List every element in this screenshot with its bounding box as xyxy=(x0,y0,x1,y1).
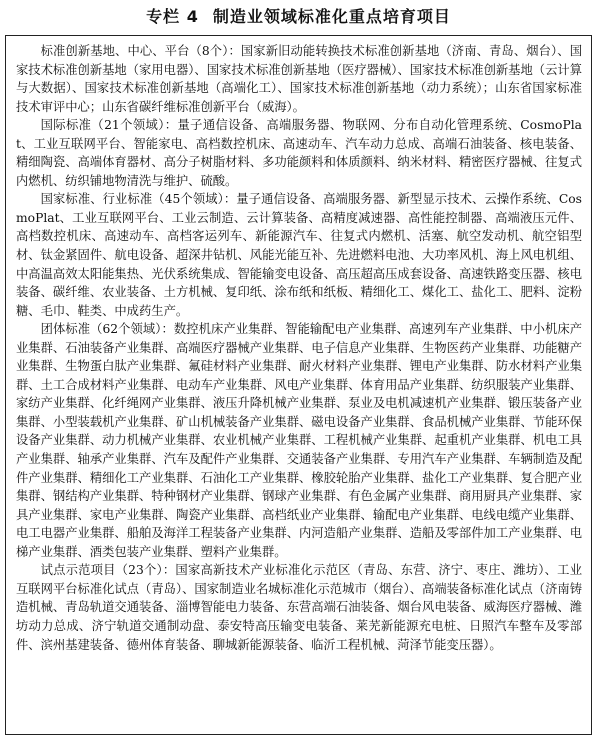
column-title xyxy=(0,6,597,28)
column-heading: 制造业领域标准化重点培育项目 xyxy=(212,7,451,26)
paragraph-innovation-bases: 标准创新基地、中心、平台（8个）：国家新旧动能转换技术标准创新基地（济南、青岛、烟台）、国家技术标准创新基地（家用电器）、国家技术标准创新基地（医疗器械）、国家技术标准创新基地（云计算与大数据）、国家技术标准创新基地（高端化工）、国家技术标准创新基地（动力系统）；山东省国家标准技术审评中心；山东省碳纤维标准创新平台（威海）。 xyxy=(16,44,582,114)
column-label: 专栏 4 xyxy=(146,7,199,26)
paragraph-international-standards: 国际标准（21个领域）：量子通信设备、高端服务器、物联网、分布自动化管理系统、CosmoPlat、工业互联网平台、智能家电、高档数控机床、高速动车、汽车动力总成、高端石油装备、核电装备、精细陶瓷、高端体育器材、高分子树脂材料、多功能颜料和体质颜料、纳米材料、精密医疗器械、往复式内燃机、纺织铺地物清洗与维护、硫酸。 xyxy=(16,118,582,188)
paragraph-national-industry-standards: 国家标准、行业标准（45个领域）：量子通信设备、高端服务器、新型显示技术、云操作系统、CosmoPlat、工业互联网平台、工业云制造、云计算装备、高精度减速器、高性能控制器、高端液压元件、高档数控机床、高速动车、高档客运列车、新能源汽车、往复式内燃机、活塞、航空发动机、航空铝型材、钛金紧固件、航电设备、超深井钻机、风能光能互补、先进燃料电池、大功率风机、海上风电机组、中高温高效太阳能集热、光伏系统集成、智能输变电设备、高压超高压成套设备、高速铁路变压器、核电装备、碳纤维、农业装备、土方机械、复印纸、涂布纸和纸板、精细化工、煤化工、盐化工、肥料、淀粉糖、毛巾、鞋类、中成药生产。 xyxy=(16,192,582,318)
content-box xyxy=(5,35,592,735)
paragraph-group-standards: 团体标准（62个领域）：数控机床产业集群、智能输配电产业集群、高速列车产业集群、中小机床产业集群、石油装备产业集群、高端医疗器械产业集群、电子信息产业集群、生物医药产业集群、功能糖产业集群、生物蛋白肽产业集群、氟硅材料产业集群、耐火材料产业集群、锂电产业集群、防水材料产业集群、土工合成材料产业集群、电动车产业集群、风电产业集群、体育用品产业集群、纺织服装产业集群、家纺产业集群、化纤绳网产业集群、液压升降机械产业集群、泵业及电机减速机产业集群、锻压装备产业集群、小型装载机产业集群、矿山机械装备产业集群、磁电设备产业集群、食品机械产业集群、节能环保设备产业集群、动力机械产业集群、农业机械产业集群、工程机械产业集群、起重机产业集群、机电工具产业集群、轴承产业集群、汽车及配件产业集群、交通装备产业集群、专用汽车产业集群、车辆制造及配件产业集群、精细化工产业集群、石油化工产业集群、橡胶轮胎产业集群、盐化工产业集群、复合肥产业集群、钢结构产业集群、特种钢材产业集群、钢球产业集群、有色金属产业集群、商用厨具产业集群、家具产业集群、家电产业集群、陶瓷产业集群、高档纸业产业集群、输配电产业集群、电线电缆产业集群、电工电器产业集群、船舶及海洋工程装备产业集群、内河造船产业集群、造船及零部件加工产业集群、电梯产业集群、酒类包装产业集群、塑料产业集群。 xyxy=(16,322,582,559)
paragraph-pilot-projects: 试点示范项目（23个）：国家高新技术产业标准化示范区（青岛、东营、济宁、枣庄、潍坊）、工业互联网平台标准化试点（青岛）、国家制造业名城标准化示范城市（烟台）、高端装备标准化试点（济南铸造机械、青岛轨道交通装备、淄博智能电力装备、东营高端石油装备、烟台风电装备、威海医疗器械、潍坊动力总成、济宁轨道交通制动盘、泰安特高压输变电装备、莱芜新能源充电桩、日照汽车整车及零部件、滨州基建装备、德州体育装备、聊城新能源装备、临沂工程机械、菏泽节能变压器）。 xyxy=(16,563,582,652)
